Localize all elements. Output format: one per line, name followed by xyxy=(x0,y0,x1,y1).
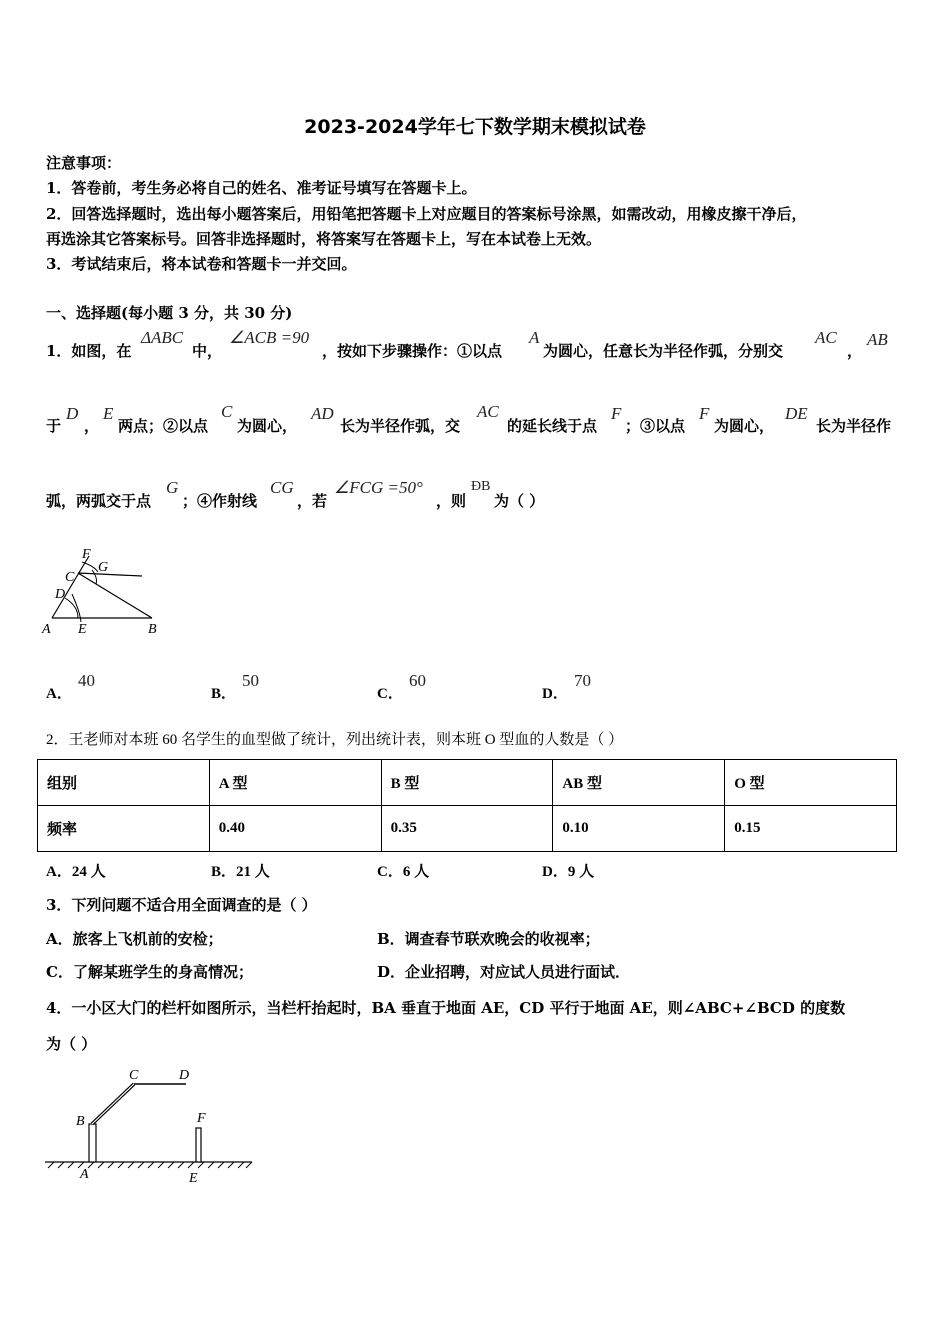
q2-option-a: A．24 人 xyxy=(46,864,106,880)
q3-stem: 3．下列问题不适合用全面调查的是（ ） xyxy=(46,896,317,914)
q1-line3-m3: ∠FCG =50° xyxy=(334,478,423,497)
table-cell: 0.35 xyxy=(381,806,553,852)
q2-option-c: C．6 人 xyxy=(377,864,430,880)
q1-line3-t4: ，则 xyxy=(436,492,467,510)
table-cell: 0.15 xyxy=(725,806,897,852)
q1-option-b-value: 50 xyxy=(242,671,259,690)
q1-triangle-figure xyxy=(40,540,170,640)
q1-line2-t8: 为圆心， xyxy=(714,417,775,435)
q1-fig-label-b: B xyxy=(148,622,157,637)
q4-fig-label-b: B xyxy=(76,1114,85,1129)
q4-gate-figure xyxy=(40,1062,260,1190)
notice-item-2: 2．回答选择题时，选出每小题答案后，用铅笔把答题卡上对应题目的答案标号涂黑，如需改动，用橡皮擦干净后， xyxy=(46,205,807,223)
q1-option-a-letter: A． xyxy=(46,686,72,702)
q1-option-a-value: 40 xyxy=(78,671,95,690)
q1-line2-m2: E xyxy=(103,404,114,423)
q1-line3-t1: 弧，两弧交于点 xyxy=(46,492,152,510)
q1-option-d-letter: D． xyxy=(542,686,568,702)
q1-option-d-value: 70 xyxy=(574,671,591,690)
q1-fig-label-a: A xyxy=(42,622,51,637)
blood-type-table xyxy=(37,759,897,852)
q1-line2-m3: C xyxy=(221,402,233,421)
table-header-cell: AB 型 xyxy=(553,760,725,806)
q1-line1-t5: ， xyxy=(847,342,863,360)
q1-line1-m4: AC xyxy=(815,328,837,347)
q1-line2-m7: F xyxy=(699,404,710,423)
q1-line3-t3: ，若 xyxy=(297,492,328,510)
q1-line2-m6: F xyxy=(611,404,622,423)
table-header-row xyxy=(38,760,897,806)
q1-line2-t6: 的延长线于点 xyxy=(507,417,598,435)
q1-line2-t7: ；③以点 xyxy=(625,417,686,435)
table-header-cell: 组别 xyxy=(38,760,210,806)
q1-line2-m1: D xyxy=(66,404,79,423)
table-cell: 0.10 xyxy=(553,806,725,852)
q4-fig-label-e: E xyxy=(189,1171,198,1186)
q4-fig-label-d: D xyxy=(179,1068,190,1083)
q4-stem-line1: 4．一小区大门的栏杆如图所示，当栏杆抬起时，BA 垂直于地面 AE，CD 平行于地面 AE，则∠ABC+∠BCD 的度数 xyxy=(46,999,846,1017)
q1-line1-t3: ，按如下步骤操作：①以点 xyxy=(322,342,503,360)
q3-option-c: C．了解某班学生的身高情况； xyxy=(46,963,253,981)
table-cell: 频率 xyxy=(38,806,210,852)
q1-line1-t2: 中， xyxy=(192,342,223,360)
q1-line2-m4: AD xyxy=(311,404,334,423)
q4-fig-label-f: F xyxy=(197,1111,206,1126)
q4-fig-label-c: C xyxy=(129,1068,139,1083)
q1-line1-t1: 1．如图，在 xyxy=(46,342,132,360)
q3-option-b: B．调查春节联欢晚会的收视率； xyxy=(377,930,600,948)
notice-item-2-cont: 再选涂其它答案标号。回答非选择题时，将答案写在答题卡上，写在本试卷上无效。 xyxy=(46,230,602,248)
q1-line1-m2: ∠ACB =90 xyxy=(229,328,310,347)
q2-option-d: D．9 人 xyxy=(542,864,595,880)
q1-line2-t3: 两点；②以点 xyxy=(118,417,209,435)
q2-option-b: B．21 人 xyxy=(211,864,270,880)
section-heading: 一、选择题(每小题 3 分，共 30 分) xyxy=(46,304,293,322)
q1-line3-m1: G xyxy=(166,478,179,497)
q1-line2-t1: 于 xyxy=(46,417,62,435)
table-cell: 0.40 xyxy=(209,806,381,852)
notice-heading: 注意事项： xyxy=(46,154,122,172)
q1-option-b-letter: B． xyxy=(211,686,237,702)
q1-fig-label-d: D xyxy=(55,587,66,602)
q1-option-c-letter: C． xyxy=(377,686,403,702)
notice-item-1: 1．答卷前，考生务必将自己的姓名、准考证号填写在答题卡上。 xyxy=(46,179,477,197)
q2-stem: 2．王老师对本班 60 名学生的血型做了统计，列出统计表，则本班 O 型血的人数是（ ） xyxy=(46,732,624,748)
q3-option-d: D．企业招聘，对应试人员进行面试． xyxy=(377,963,631,981)
q4-fig-label-a: A xyxy=(80,1167,89,1182)
q1-line1-m3: A xyxy=(529,328,540,347)
q1-line1-m5: AB xyxy=(867,330,888,349)
q1-line2-t4: 为圆心， xyxy=(237,417,298,435)
notice-item-3: 3．考试结束后，将本试卷和答题卡一并交回。 xyxy=(46,255,357,273)
q1-fig-label-e: E xyxy=(78,622,87,637)
q1-line3-t2: ；④作射线 xyxy=(182,492,258,510)
q1-line1-t4: 为圆心，任意长为半径作弧，分别交 xyxy=(543,342,784,360)
q1-line3-t5: 为（ ） xyxy=(494,492,545,510)
q1-option-c-value: 60 xyxy=(409,671,426,690)
q1-line2-m8: DE xyxy=(785,404,808,423)
q1-fig-label-c: C xyxy=(65,570,75,585)
q1-line3-m4: ÐB xyxy=(471,479,491,494)
table-header-cell: A 型 xyxy=(209,760,381,806)
table-header-cell: O 型 xyxy=(725,760,897,806)
q1-line1-m1: ΔABC xyxy=(141,328,184,347)
q1-line2-t9: 长为半径作 xyxy=(816,417,892,435)
q1-line3-m2: CG xyxy=(270,478,294,497)
q1-fig-label-g: G xyxy=(98,560,109,575)
q3-option-a: A．旅客上飞机前的安检； xyxy=(46,930,223,948)
q4-stem-line2: 为（ ） xyxy=(46,1035,97,1053)
page-title: 2023-2024学年七下数学期末模拟试卷 xyxy=(304,116,646,138)
q1-line2-m5: AC xyxy=(477,402,499,421)
q1-line2-t2: ， xyxy=(84,417,100,435)
table-header-cell: B 型 xyxy=(381,760,553,806)
q1-fig-label-f: F xyxy=(82,547,91,562)
table-row xyxy=(38,806,897,852)
q1-line2-t5: 长为半径作弧，交 xyxy=(340,417,461,435)
